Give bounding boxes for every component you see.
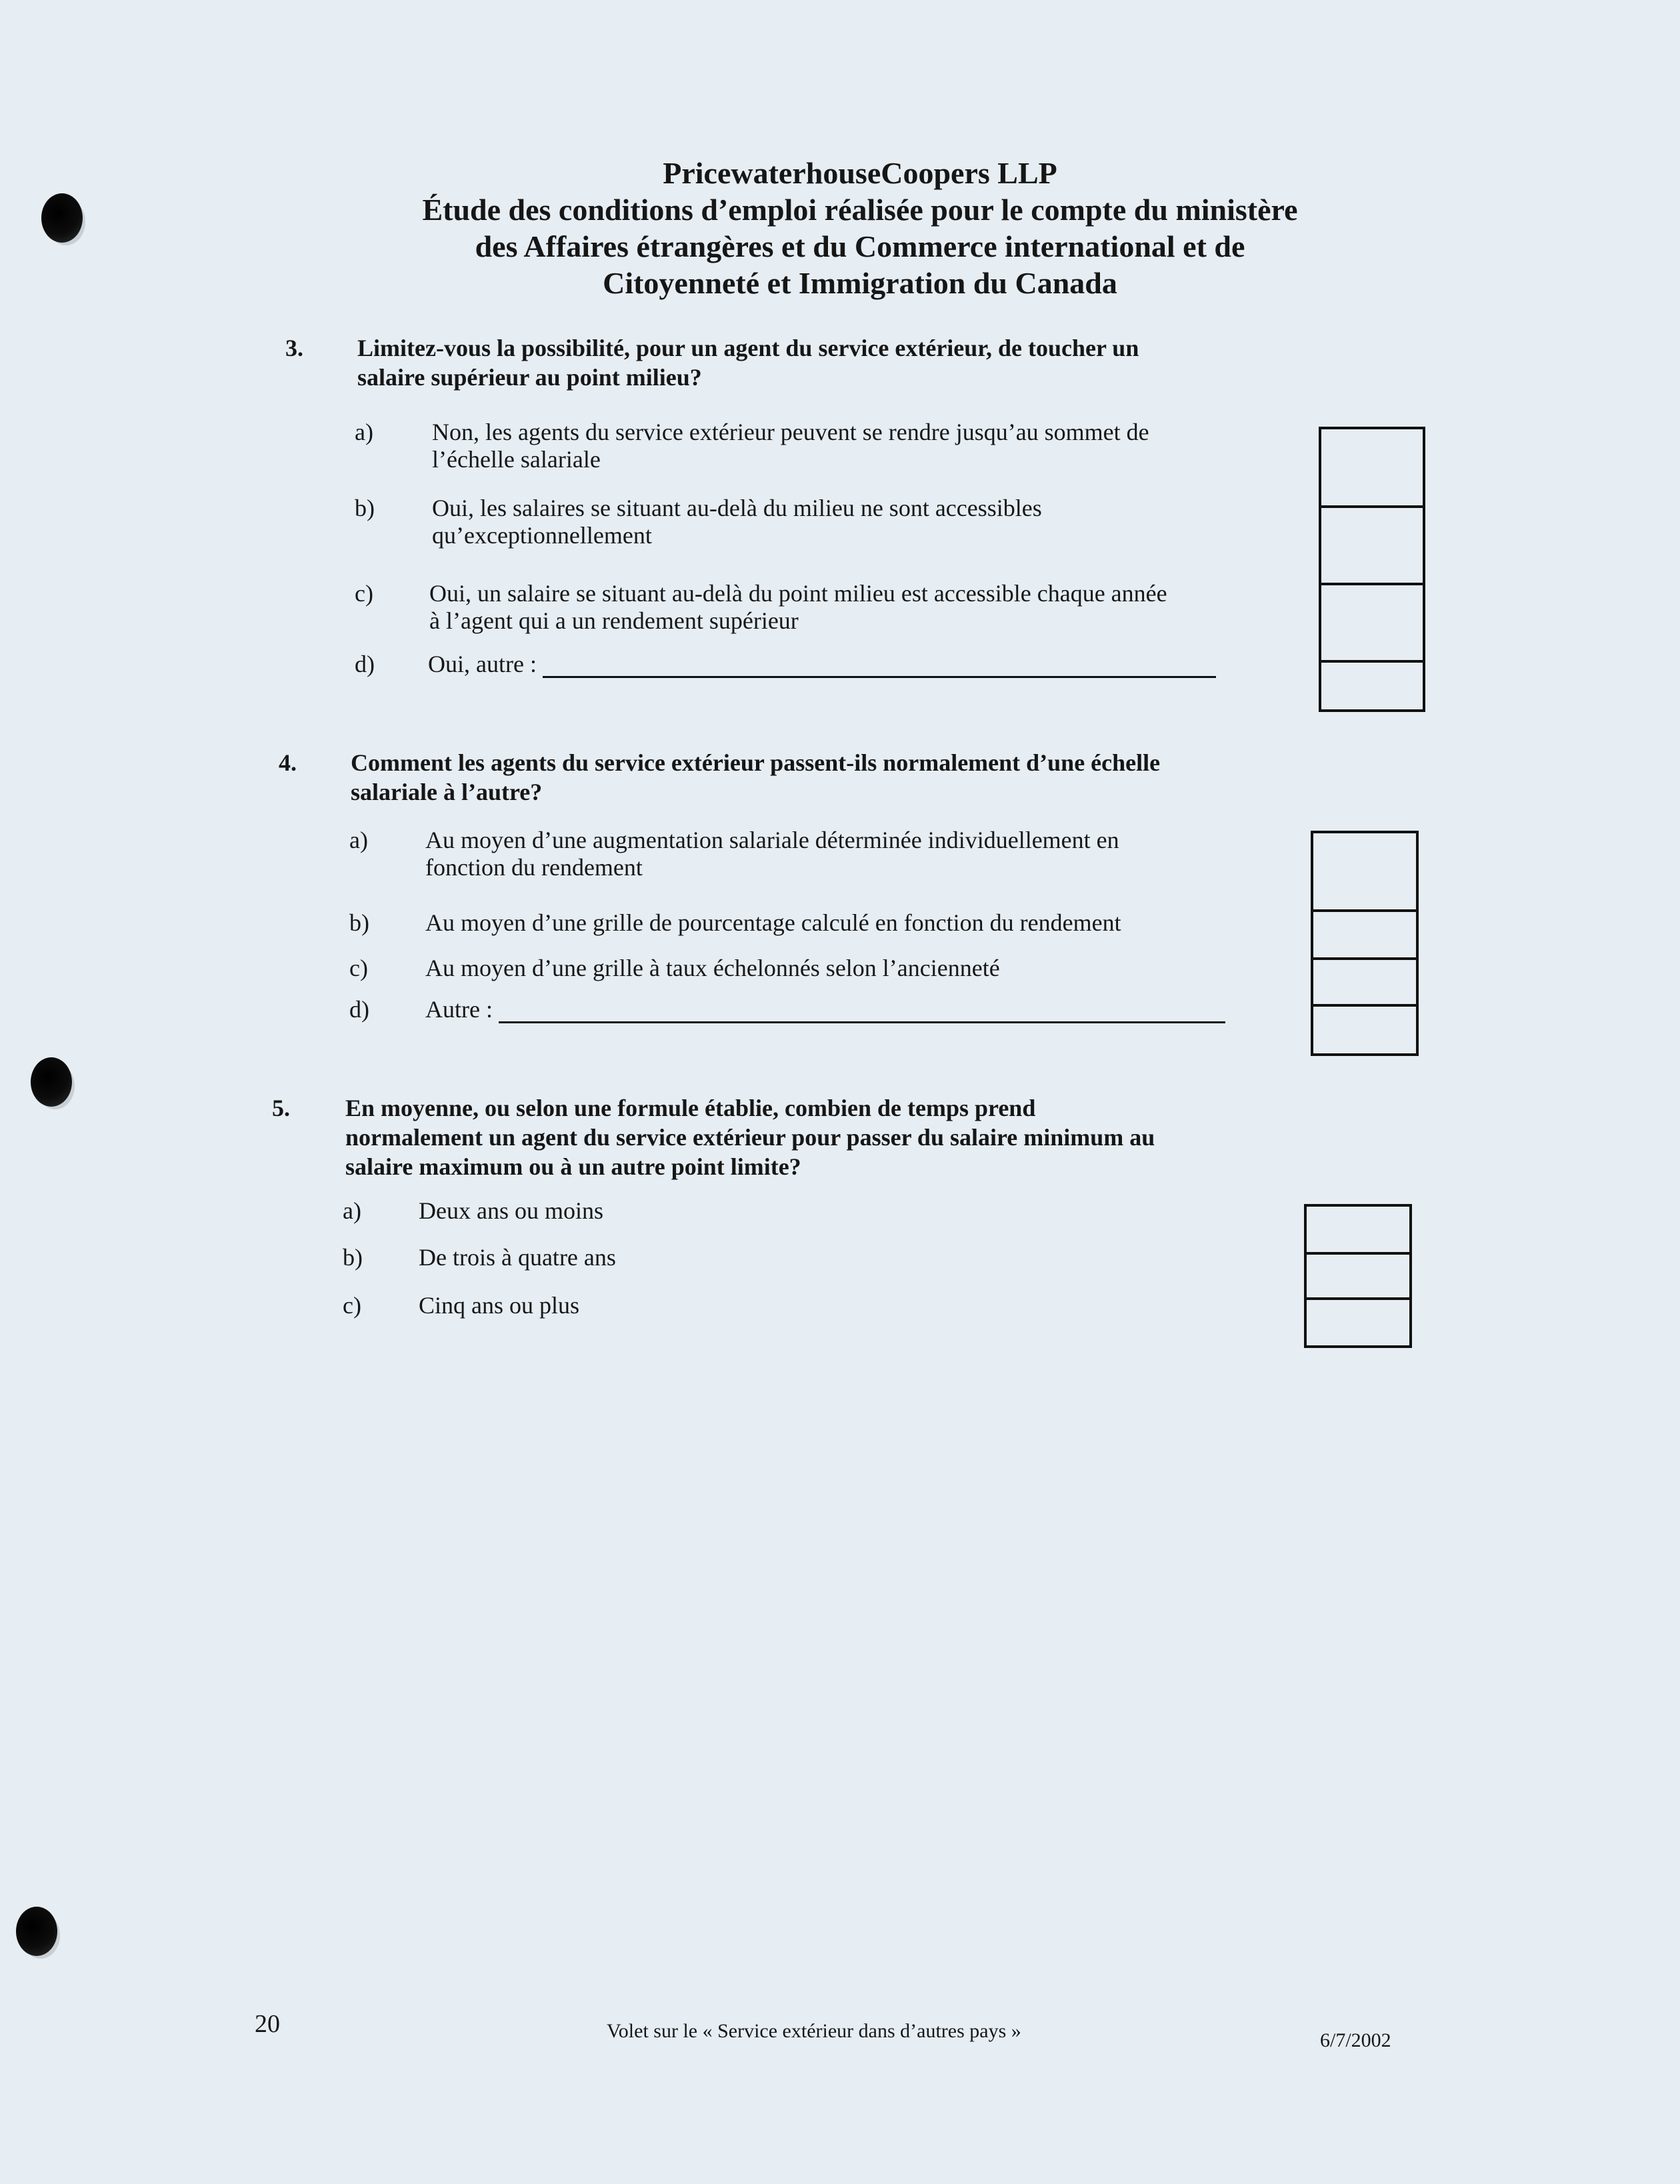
question-3 [285, 333, 1285, 400]
question-text-line: salariale à l’autre? [351, 779, 543, 805]
option-letter: d) [355, 651, 375, 677]
header-company: PricewaterhouseCoopers LLP [663, 156, 1057, 190]
option-text-line: qu’exceptionnellement [432, 522, 652, 549]
footer-date: 6/7/2002 [1320, 2029, 1391, 2051]
option-text-line: Oui, un salaire se situant au-delà du point milieu est accessible chaque année [429, 580, 1167, 607]
question-text-line: salaire supérieur au point milieu? [357, 364, 702, 391]
option-letter: b) [355, 495, 375, 521]
q4-checkbox-c[interactable] [1313, 960, 1416, 1007]
question-number: 5. [272, 1095, 290, 1121]
option-text: Cinq ans ou plus [419, 1292, 580, 1319]
footer-section-title: Volet sur le « Service extérieur dans d’autres pays » [607, 2020, 1021, 2042]
option-letter: a) [355, 419, 373, 445]
question-text [357, 333, 1139, 392]
option-letter: b) [349, 909, 369, 936]
option-text: De trois à quatre ans [419, 1244, 616, 1271]
q3-checkbox-group [1319, 427, 1425, 712]
document-header [280, 155, 1440, 301]
punch-hole-bottom [16, 1907, 57, 1956]
q3-other-answer-line[interactable] [543, 652, 1216, 678]
q3-checkbox-b[interactable] [1321, 508, 1423, 585]
option-letter: c) [355, 580, 373, 607]
question-text [351, 748, 1160, 807]
option-text: Deux ans ou moins [419, 1197, 603, 1224]
option-text-line: Oui, les salaires se situant au-delà du milieu ne sont accessibles [432, 495, 1042, 521]
question-4 [279, 748, 1279, 815]
option-text-line: à l’agent qui a un rendement supérieur [429, 607, 799, 634]
option-letter: a) [343, 1197, 361, 1224]
page-number: 20 [255, 2010, 280, 2038]
q5-checkbox-b[interactable] [1307, 1255, 1409, 1300]
question-5 [272, 1093, 1272, 1187]
question-text [345, 1093, 1155, 1181]
option-text [425, 996, 1225, 1023]
option-letter: a) [349, 827, 368, 853]
q4-other-answer-line[interactable] [499, 997, 1225, 1023]
question-text-line: Comment les agents du service extérieur passent-ils normalement d’une échelle [351, 749, 1161, 776]
q5-checkbox-c[interactable] [1307, 1300, 1409, 1345]
question-text-line: salaire maximum ou à un autre point limite? [345, 1153, 801, 1180]
q3-checkbox-c[interactable] [1321, 585, 1423, 663]
question-text-line: normalement un agent du service extérieur pour passer du salaire minimum au [345, 1124, 1155, 1151]
question-number: 3. [285, 335, 303, 361]
punch-hole-top [41, 193, 83, 243]
question-text-line: Limitez-vous la possibilité, pour un agent du service extérieur, de toucher un [357, 335, 1139, 361]
option-text-line: fonction du rendement [425, 854, 643, 881]
punch-hole-middle [31, 1057, 72, 1107]
q5-checkbox-a[interactable] [1307, 1207, 1409, 1255]
option-text-line: l’échelle salariale [432, 446, 601, 473]
option-text [432, 495, 1042, 549]
header-title-line-2: des Affaires étrangères et du Commerce international et de [475, 229, 1245, 263]
option-text: Au moyen d’une grille à taux échelonnés selon l’ancienneté [425, 955, 1000, 981]
option-letter: c) [349, 955, 368, 981]
q4-checkbox-group [1311, 831, 1419, 1056]
option-text [428, 651, 1216, 678]
q3-checkbox-a[interactable] [1321, 429, 1423, 508]
q4-checkbox-b[interactable] [1313, 912, 1416, 960]
q4-checkbox-a[interactable] [1313, 833, 1416, 912]
option-text [425, 827, 1119, 881]
option-text-line: Autre : [425, 996, 493, 1023]
option-text-line: Au moyen d’une augmentation salariale déterminée individuellement en [425, 827, 1119, 853]
question-text-line: En moyenne, ou selon une formule établie, combien de temps prend [345, 1095, 1036, 1121]
option-text [432, 419, 1149, 473]
q4-checkbox-d[interactable] [1313, 1007, 1416, 1053]
question-number: 4. [279, 749, 297, 776]
q5-checkbox-group [1304, 1204, 1412, 1348]
option-text-line: Oui, autre : [428, 651, 537, 677]
q3-checkbox-d[interactable] [1321, 663, 1423, 709]
option-letter: c) [343, 1292, 361, 1319]
header-title-line-1: Étude des conditions d’emploi réalisée pour le compte du ministère [422, 193, 1298, 227]
option-text [429, 580, 1167, 635]
option-letter: d) [349, 996, 369, 1023]
header-title-line-3: Citoyenneté et Immigration du Canada [603, 266, 1117, 300]
option-text-line: Non, les agents du service extérieur peuvent se rendre jusqu’au sommet de [432, 419, 1149, 445]
option-text: Au moyen d’une grille de pourcentage calculé en fonction du rendement [425, 909, 1121, 936]
option-letter: b) [343, 1244, 363, 1271]
